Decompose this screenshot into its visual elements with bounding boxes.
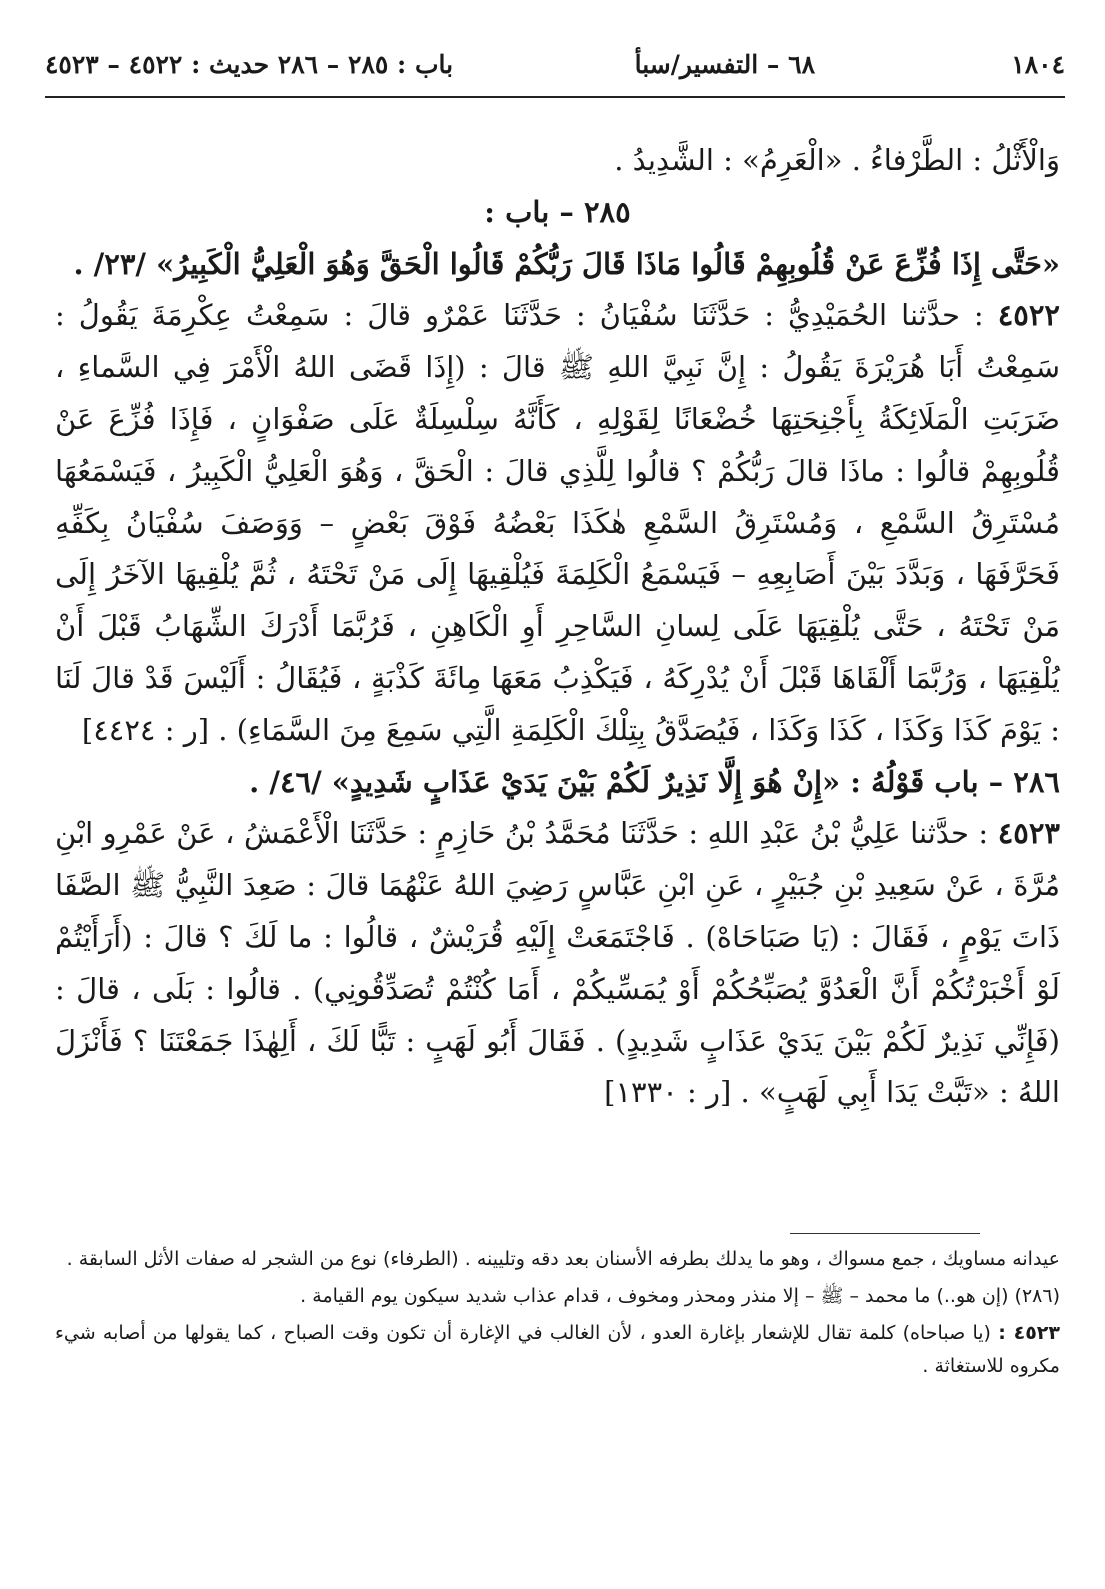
footnotes [55, 1243, 1060, 1387]
footnote-rule [790, 1233, 980, 1234]
intro-line: وَالْأَثْلُ : الطَّرْفاءُ . «الْعَرِمُ» : الشَّدِيدُ . [614, 143, 1060, 177]
footnote-text: عيدانه مساويك ، جمع مسواك ، وهو ما يدلك بطرفه الأسنان بعد دقه وتليينه . (الطرفاء) نوع من الشجر له صفات الأثل السابقة . [66, 1248, 1060, 1270]
hadith-4522-text: : حدَّثنا الحُمَيْدِيُّ : حَدَّثَنَا سُفْيَانُ : حَدَّثَنَا عَمْرٌو قالَ : سَمِعْتُ عِكْرِمَةَ يَقُولُ : سَمِعْتُ أَبَا هُرَيْرَةَ يَقُولُ : إِنَّ نَبِيَّ اللهِ ﷺ قالَ : (إِذَا قَضَى اللهُ الْأَمْرَ فِي السَّماءِ ، ضَرَبَتِ الْمَلَائِكَةُ بِأَجْنِحَتِهَا خُضْعَانًا لِقَوْلِهِ ، كَأَنَّهُ سِلْسِلَةٌ عَلَى صَفْوَانٍ ، فَإِذَا فُزِّعَ عَنْ قُلُوبِهِمْ قالُوا : ماذَا قالَ رَبُّكُمْ ؟ قالُوا لِلَّذِي قالَ : الْحَقَّ ، وَهُوَ الْعَلِيُّ الْكَبِيرُ ، فَيَسْمَعُهَا مُسْتَرِقُ السَّمْعِ ، وَمُسْتَرِقُ السَّمْعِ هٰكَذَا بَعْضُهُ فَوْقَ بَعْضٍ – وَوَصَفَ سُفْيَانُ بِكَفِّهِ فَحَرَّفَهَا ، وَبَدَّدَ بَيْنَ أَصَابِعِهِ – فَيَسْمَعُ الْكَلِمَةَ فَيُلْقِيهَا إِلَى مَنْ تَحْتَهُ ، ثُمَّ يُلْقِيهَا الآخَرُ إِلَى مَنْ تَحْتَهُ ، حَتَّى يُلْقِيَهَا عَلَى لِسانِ السَّاحِرِ أَوِ الْكَاهِنِ ، فَرُبَّمَا أَدْرَكَ الشِّهَابُ قَبْلَ أَنْ يُلْقِيَهَا ، وَرُبَّمَا أَلْقَاهَا قَبْلَ أَنْ يُدْرِكَهُ ، فَيَكْذِبُ مَعَهَا مِائَةَ كَذْبَةٍ ، فَيُقَالُ : أَلَيْسَ قَدْ قالَ لَنَا : يَوْمَ كَذَا وَكَذَا ، كَذَا وَكَذَا ، فَيُصَدَّقُ بِتِلْكَ الْكَلِمَةِ الَّتِي سَمِعَ مِنَ السَّمَاءِ) . [ر : ٤٤٢٤] [55, 298, 1060, 747]
footnote-text: (يا صباحاه) كلمة تقال للإشعار بإغارة العدو ، لأن الغالب في الإغارة أن تكون وقت الصباح ، كما يقولها من أصابه شيء مكروه للاستغاثة . [55, 1322, 1060, 1377]
hadith-4522-number: ٤٥٢٢ [997, 298, 1060, 333]
header-rule [45, 96, 1065, 98]
running-header [45, 50, 1065, 90]
page-number: ١٨٠٤ [1011, 50, 1065, 79]
footnote [55, 1317, 1060, 1383]
hadith-4523 [55, 808, 1060, 1119]
footnote-text: (٢٨٦) (إن هو..) ما محمد – ﷺ – إلا منذر ومحذر ومخوف ، قدام عذاب شديد سيكون يوم القيامة . [300, 1285, 1060, 1307]
footnote [55, 1243, 1060, 1276]
bab-286-heading: ٢٨٦ – باب قَوْلُهُ : «إِنْ هُوَ إِلَّا نَذِيرٌ لَكُمْ بَيْنَ يَدَيْ عَذَابٍ شَدِيدٍ» /٤٦/ . [249, 764, 1060, 799]
chapter-hadith-references: باب : ٢٨٥ – ٢٨٦ حديث : ٤٥٢٢ – ٤٥٢٣ [45, 50, 454, 79]
hadith-4522 [55, 290, 1060, 756]
bab-285-heading: ٢٨٥ – باب : [484, 194, 631, 229]
book-chapter-title: ٦٨ – التفسير/سبأ [634, 50, 815, 79]
footnote-number: ٤٥٢٣ : [998, 1322, 1060, 1344]
footnote [55, 1280, 1060, 1313]
bab-285-verse: «حَتَّى إِذَا فُزِّعَ عَنْ قُلُوبِهِمْ قَالُوا مَاذَا قَالَ رَبُّكُمْ قَالُوا الْحَقَّ وَهُوَ الْعَلِيُّ الْكَبِيرُ» /٢٣/ . [73, 246, 1060, 281]
hadith-4523-text: : حدَّثنا عَلِيُّ بْنُ عَبْدِ اللهِ : حَدَّثَنَا مُحَمَّدُ بْنُ حَازِمٍ : حَدَّثَنَا الْأَعْمَشُ ، عَنْ عَمْرِو ابْنِ مُرَّةَ ، عَنْ سَعِيدِ بْنِ جُبَيْرٍ ، عَنِ ابْنِ عَبَّاسٍ رَضِيَ اللهُ عَنْهُمَا قالَ : صَعِدَ النَّبِيُّ ﷺ الصَّفَا ذَاتَ يَوْمٍ ، فَقَالَ : (يَا صَبَاحَاهْ) . فَاجْتَمَعَتْ إِلَيْهِ قُرَيْشٌ ، قالُوا : ما لَكَ ؟ قالَ : (أَرَأَيْتُمْ لَوْ أَخْبَرْتُكُمْ أَنَّ الْعَدُوَّ يُصَبِّحُكُمْ أَوْ يُمَسِّيكُمْ ، أَمَا كُنْتُمْ تُصَدِّقُونِي) . قالُوا : بَلَى ، قالَ : (فَإِنِّي نَذِيرٌ لَكُمْ بَيْنَ يَدَيْ عَذَابٍ شَدِيدٍ) . فَقَالَ أَبُو لَهَبٍ : تَبًّا لَكَ ، أَلِهٰذَا جَمَعْتَنَا ؟ فَأَنْزَلَ اللهُ : «تَبَّتْ يَدَا أَبِي لَهَبٍ» . [ر : ١٣٣٠] [55, 816, 1060, 1110]
main-text [55, 135, 1060, 1119]
hadith-4523-number: ٤٥٢٣ [997, 816, 1060, 851]
